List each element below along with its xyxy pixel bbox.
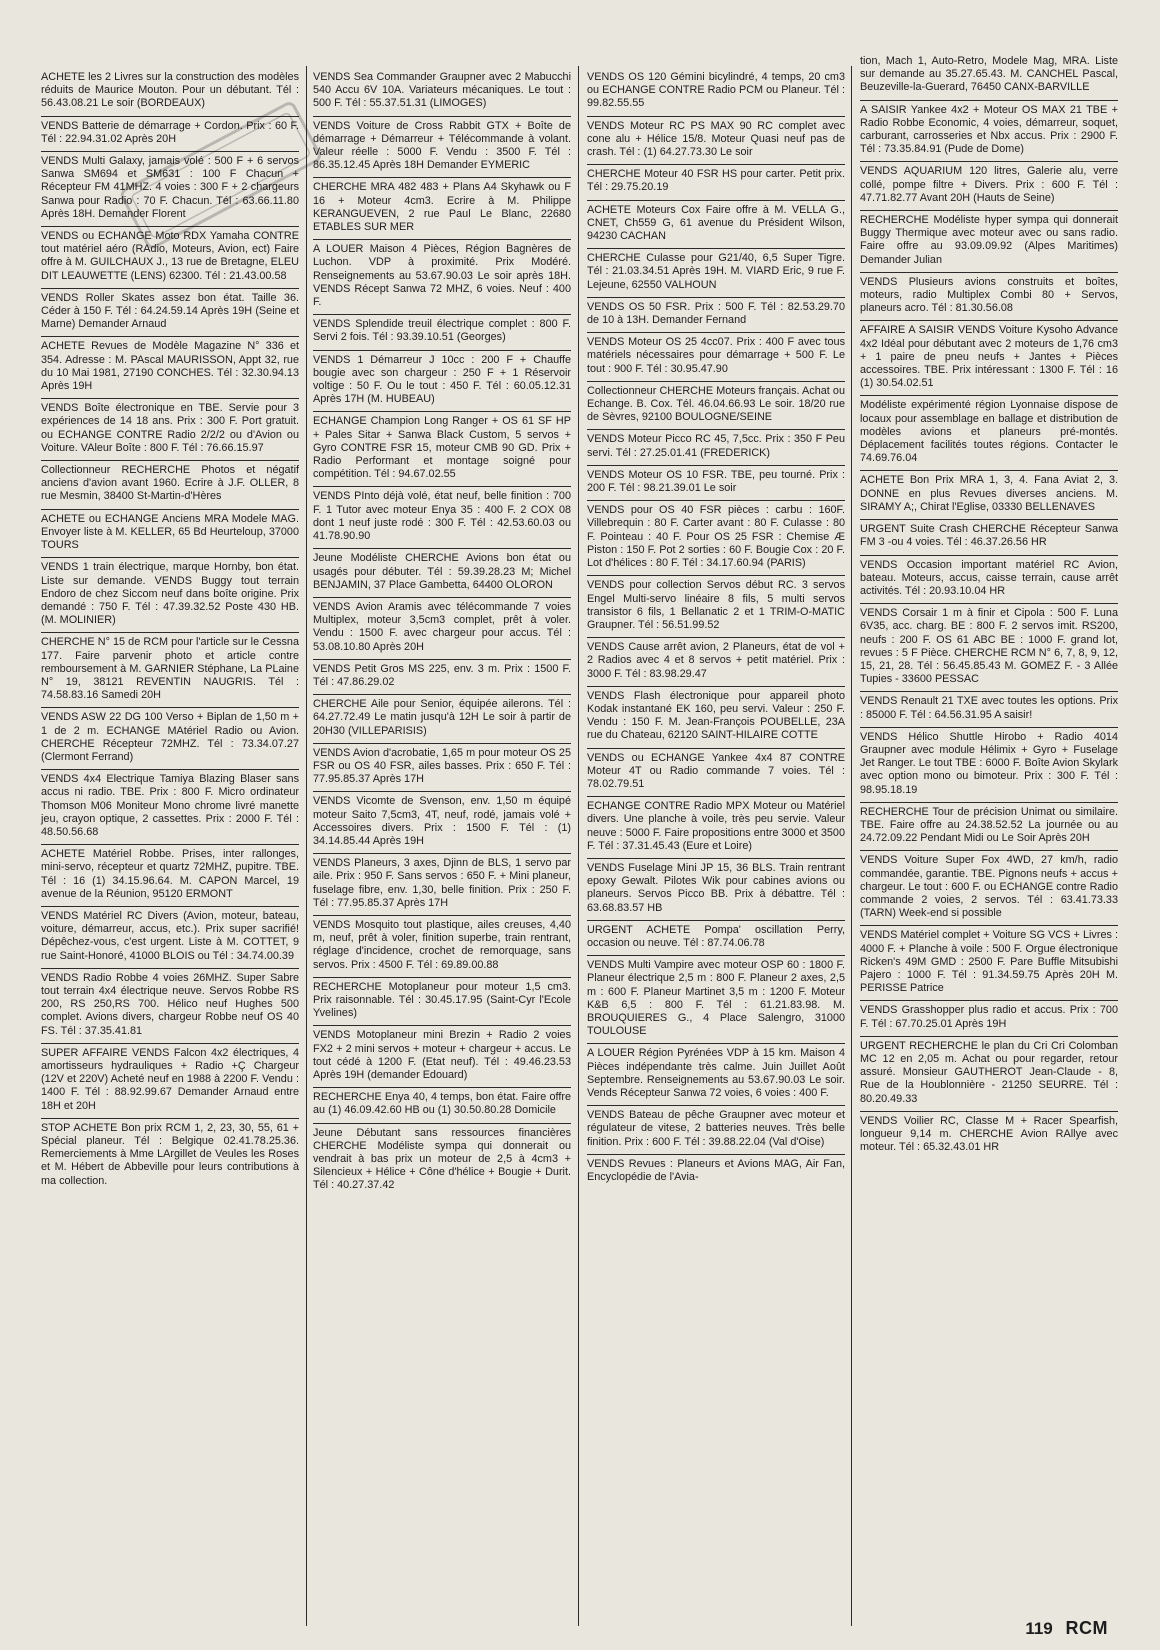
classified-ad: tion, Mach 1, Auto-Retro, Modele Mag, MRA. Liste sur demande au 35.27.65.43. M. CANCHEL Pascal, Beuzeville-la-Guerard, 76450 CANX-BARVILLE — [860, 52, 1118, 101]
classified-ad: VENDS Plusieurs avions construits et boîtes, moteurs, radio Multiplex Combi 80 + Servos, planeurs acro. Tél : 81.30.56.08 — [860, 273, 1118, 322]
classified-ad: VENDS Corsair 1 m à finir et Cipola : 500 F. Luna 6V35, acc. charg. BE : 800 F. 2 servos imit. RS200, neufs : 200 F. OS 61 ABC BE : 1000 F. grand lot, revues : 5 F Pièce. CHERCHE RCM N° 6, 7, 8, 9, 12, 15, 21, 28. Tél : 56.45.85.43 M. GOMEZ F. - 3 Allée Tupies - 33600 PESSAC — [860, 604, 1118, 692]
classified-ad: RECHERCHE Enya 40, 4 temps, bon état. Faire offre au (1) 46.09.42.60 HB ou (1) 30.50.80.28 Domicile — [313, 1088, 571, 1123]
classified-ad: VENDS 1 train électrique, marque Hornby, bon état. Liste sur demande. VENDS Buggy tout terrain Endoro de chez Siccom neuf dans boîte origine. Prix demandé : 750 F. Tél : 47.39.32.52 Poste 430 HB. (M. MOLINIER) — [41, 558, 299, 633]
classified-ad: VENDS Voiture Super Fox 4WD, 27 km/h, radio commandée, garantie. TBE. Pignons neufs + accus + chargeur. Le tout : 600 F. ou ECHANGE contre Radio commande 2 voies, 2 servos. Tél : 63.41.73.33 (TARN) Week-end si possible — [860, 851, 1118, 926]
classified-ad: ACHETE Moteurs Cox Faire offre à M. VELLA G., CNET, Ch559 G, 61 avenue du Président Wilson, 94230 CACHAN — [587, 201, 845, 250]
classified-ad: VENDS ou ECHANGE Yankee 4x4 87 CONTRE Moteur 4T ou Radio commande 7 voies. Tél : 78.02.79.51 — [587, 749, 845, 798]
classified-ad: ACHETE Bon Prix MRA 1, 3, 4. Fana Aviat 2, 3. DONNE en plus Revues diverses anciens. M. SIRAMY A;, Chirat l'Eglise, 03330 BELLENAVES — [860, 471, 1118, 520]
classified-ad: CHERCHE MRA 482 483 + Plans A4 Skyhawk ou F 16 + Moteur 4cm3. Ecrire à M. Philippe KERANGUEVEN, 2 rue Paul Le Blanc, 22680 ETABLES SUR MER — [313, 178, 571, 240]
column-divider — [578, 66, 579, 1626]
classified-ad: ACHETE Revues de Modèle Magazine N° 336 et 354. Adresse : M. PAscal MAURISSON, Appt 32, rue du 10 Mai 1981, 27190 CONCHES. Tél : 32.30.94.13 Après 19H — [41, 337, 299, 399]
classified-ad: VENDS Revues : Planeurs et Avions MAG, Air Fan, Encyclopédie de l'Avia- — [587, 1157, 845, 1184]
classified-ad: VENDS OS 50 FSR. Prix : 500 F. Tél : 82.53.29.70 de 10 à 13H. Demander Fernand — [587, 298, 845, 333]
classified-ad: URGENT Suite Crash CHERCHE Récepteur Sanwa FM 3 -ou 4 voies. Tél : 46.37.26.56 HR — [860, 520, 1118, 555]
ads-column-3 — [587, 68, 845, 1189]
classified-ad: URGENT RECHERCHE le plan du Cri Cri Colomban MC 12 en 2,05 m. Achat ou pour regarder, retour assuré. Monsieur GAUTHEROT Jean-Claude - 8, Rue de la Houblonnière - 21250 SEURRE. Tél : 80.20.49.33 — [860, 1037, 1118, 1112]
classified-ad: VENDS ou ECHANGE Moto RDX Yamaha CONTRE tout matériel aéro (RAdio, Moteurs, Avion, ect) Faire offre à M. GUILCHAUX J., 13 rue de Bretagne, ELEU DIT LEAUWETTE (LENS) 62300. Tél : 21.43.00.58 — [41, 227, 299, 289]
classified-ad: AFFAIRE A SAISIR VENDS Voiture Kysoho Advance 4x2 Idéal pour débutant avec 2 moteurs de 1,76 cm3 + 1 paire de pneu neufs + Jantes + Pièces accessoires. TBE. Prix intéressant : 1300 F. Tél : 16 (1) 30.54.02.51 — [860, 321, 1118, 396]
ads-column-2 — [313, 68, 571, 1198]
classified-ad: VENDS Moteur RC PS MAX 90 RC complet avec cone alu + Hélice 15/8. Moteur Quasi neuf pas de crash. Tél : (1) 64.27.73.30 Le soir — [587, 117, 845, 166]
classified-ad: VENDS Multi Galaxy, jamais volé : 500 F + 6 servos Sanwa SM694 et SM631 : 100 F Chacun + Récepteur FM 41MHZ. 4 voies : 300 F + 2 chargeurs Sanwa pour Radio : 70 F. Chacun. Tél : 63.66.11.80 Après 18H. Demander Florent — [41, 152, 299, 227]
classified-ad: URGENT ACHETE Pompa' oscillation Perry, occasion ou neuve. Tél : 87.74.06.78 — [587, 921, 845, 956]
classified-ad: VENDS Roller Skates assez bon état. Taille 36. Céder à 150 F. Tél : 64.24.59.14 Après 19H (Seine et Marne) Demander Arnaud — [41, 289, 299, 338]
magazine-name: RCM — [1065, 1618, 1108, 1638]
classified-ad: VENDS Splendide treuil électrique complet : 800 F. Servi 2 fois. Tél : 93.39.10.51 (Georges) — [313, 315, 571, 350]
classified-ad: Collectionneur CHERCHE Moteurs français. Achat ou Echange. B. Cox. Tél. 46.04.66.93 Le soir. 18/20 rue de Sèvres, 92100 BOULOGNE/SEINE — [587, 382, 845, 431]
classified-ad: VENDS Avion d'acrobatie, 1,65 m pour moteur OS 25 FSR ou OS 40 FSR, ailes basses. Prix : 650 F. Tél : 77.95.85.37 Après 17H — [313, 744, 571, 793]
classified-ad: VENDS Petit Gros MS 225, env. 3 m. Prix : 1500 F. Tél : 47.86.29.02 — [313, 660, 571, 695]
classified-ad: VENDS Matériel complet + Voiture SG VCS + Livres : 4000 F. + Planche à voile : 500 F. Orgue électronique Ricken's 49M GMD : 2500 F. Pare Buffle Mitsubishi Pajero : 1000 F. Tél : 91.34.59.75 Après 20H M. PERISSE Patrice — [860, 926, 1118, 1001]
classified-ad: VENDS Moteur OS 25 4cc07. Prix : 400 F avec tous matériels nécessaires pour démarrage + 500 F. Le tout : 900 F. Tél : 30.95.47.90 — [587, 333, 845, 382]
classified-ad: VENDS AQUARIUM 120 litres, Galerie alu, verre collé, pompe filtre + Divers. Prix : 600 F. Tél : 47.71.82.77 Avant 20H (Hauts de Seine) — [860, 162, 1118, 211]
classified-ad: RECHERCHE Modéliste hyper sympa qui donnerait Buggy Thermique avec moteur avec ou sans radio. Faire offre au 93.09.09.92 (Alpes Maritimes) Demander Julian — [860, 211, 1118, 273]
classified-ad: VENDS OS 120 Gémini bicylindré, 4 temps, 20 cm3 ou ECHANGE CONTRE Radio PCM ou Planeur. Tél : 99.82.55.55 — [587, 68, 845, 117]
classified-ad: Jeune Débutant sans ressources financières CHERCHE Modéliste sympa qui donnerait ou vendrait à bas prix un moteur de 2,5 à 4cm3 + Silencieux + Hélice + Cône d'hélice + Bougie + Durit. Tél : 40.27.37.42 — [313, 1126, 571, 1192]
classified-ad: ECHANGE CONTRE Radio MPX Moteur ou Matériel divers. Une planche à voile, très peu servie. Valeur neuve : 5000 F. Faire propositions entre 3000 et 3500 F. Tél : 37.31.45.43 (Eure et Loire) — [587, 797, 845, 859]
ads-column-4 — [860, 52, 1118, 1159]
classified-ad: VENDS Hélico Shuttle Hirobo + Radio 4014 Graupner avec module Hélimix + Gyro + Fuselage Jet Ranger. Le tout TBE : 6000 F. Boîte Avion Skylark avec option mono ou bimoteur. Prix : 300 F. Tél : 98.95.18.19 — [860, 728, 1118, 803]
classified-ad: VENDS Bateau de pêche Graupner avec moteur et régulateur de vitese, 2 batteries neuves. Très belle finition. Prix : 600 F. Tél : 39.88.22.04 (Val d'Oise) — [587, 1106, 845, 1155]
classified-ad: VENDS ASW 22 DG 100 Verso + Biplan de 1,50 m + 1 de 2 m. ECHANGE MAtériel Radio ou Avion. CHERCHE Récepteur 72MHZ. Tél : 73.34.07.27 (Clermont Ferrand) — [41, 708, 299, 770]
classified-ad: VENDS Matériel RC Divers (Avion, moteur, bateau, voiture, démarreur, accus, etc.). Prix super sacrifié! Dépêchez-vous, c'est urgent. Liste à M. COTTET, 9 rue Saint-Honoré, 41000 BLOIS ou Tél : 34.74.00.39 — [41, 907, 299, 969]
classified-ad: VENDS PInto déjà volé, état neuf, belle finition : 700 F. 1 Tutor avec moteur Enya 35 : 400 F. 2 COX 08 dont 1 neuf juste rodé : 300 F. Tél : 42.53.60.03 ou 41.78.90.90 — [313, 487, 571, 549]
classified-ad: ACHETE Matériel Robbe. Prises, inter rallonges, mini-servo, récepteur et quartz 72MHZ, pupitre. TBE. Tél : 16 (1) 34.15.96.64. M. CAPON Marcel, 19 avenue de la Réunion, 95120 ERMONT — [41, 845, 299, 907]
classified-ad: VENDS Voiture de Cross Rabbit GTX + Boîte de démarrage + Démarreur + Télécommande à volant. Valeur réelle : 5000 F. Vendu : 3500 F. Tél : 86.35.12.45 Après 18H Demander EYMERIC — [313, 117, 571, 179]
classified-ad: VENDS Mosquito tout plastique, ailes creuses, 4,40 m, neuf, prêt à voler, finition superbe, train rentrant, réglage d'incidence, crochet de remorquage, sans servos. Prix : 4500 F. Tél : 69.89.00.88 — [313, 916, 571, 978]
classified-ad: VENDS Grasshopper plus radio et accus. Prix : 700 F. Tél : 67.70.25.01 Après 19H — [860, 1001, 1118, 1036]
classified-ad: VENDS Sea Commander Graupner avec 2 Mabucchi 540 Accu 6V 10A. Variateurs mécaniques. Le tout : 500 F. Tél : 55.37.51.31 (LIMOGES) — [313, 68, 571, 117]
column-divider — [306, 66, 307, 1626]
classified-ad: VENDS Vicomte de Svenson, env. 1,50 m équipé moteur Saito 7,5cm3, 4T, neuf, rodé, jamais volé + Accessoires divers. Prix : 1500 F. Tél : (1) 34.14.85.44 Après 19H — [313, 792, 571, 854]
classified-ad: VENDS Flash électronique pour appareil photo Kodak instantané EK 160, peu servi. Valeur : 250 F. Vendu : 150 F. M. Jean-François POUBELLE, 23A rue du Chateau, 62120 SAINT-HILAIRE COTTE — [587, 687, 845, 749]
classified-ad: VENDS Fuselage Mini JP 15, 36 BLS. Train rentrant epoxy Gewalt. Pilotes Wik pour cabines avions ou planeurs. Servos Picco BB. Prix à débattre. Tél : 63.68.83.57 HB — [587, 859, 845, 921]
column-divider — [851, 66, 852, 1626]
page-folio — [1025, 1618, 1108, 1639]
classified-ad: VENDS Cause arrêt avion, 2 Planeurs, état de vol + 2 Radios avec 4 et 8 servos + petit matériel. Prix : 3000 F. Tél : 83.98.29.47 — [587, 638, 845, 687]
classified-ad: A SAISIR Yankee 4x2 + Moteur OS MAX 21 TBE + Radio Robbe Economic, 4 voies, démarreur, soquet, carburant, carrosseries et Nbx accus. Prix : 2900 F. Tél : 73.35.84.91 (Pude de Dome) — [860, 101, 1118, 163]
classified-ad: ACHETE ou ECHANGE Anciens MRA Modele MAG. Envoyer liste à M. KELLER, 65 Bd Heurteloup, 37000 TOURS — [41, 510, 299, 559]
classified-ad: VENDS 4x4 Electrique Tamiya Blazing Blaser sans accus ni radio. TBE. Prix : 800 F. Micro ordinateur Thomson M06 Moniteur Mono chrome livré manette jeu, crayon optique, 2 cassettes. Prix : 2000 F. Tél : 48.50.56.68 — [41, 770, 299, 845]
classified-ad: SUPER AFFAIRE VENDS Falcon 4x2 électriques, 4 amortisseurs hydrauliques + Radio +Ç Chargeur (12V et 220V) Acheté neuf en 1988 à 2200 F. Vendu : 1400 F. Tél : 88.92.99.67 Demander Arnaud entre 18H et 20H — [41, 1044, 299, 1119]
classified-ad: ACHETE les 2 Livres sur la construction des modèles réduits de Maurice Mouton. Pour un débutant. Tél : 56.43.08.21 Le soir (BORDEAUX) — [41, 68, 299, 117]
classified-ad: Modéliste expérimenté région Lyonnaise dispose de locaux pour assemblage en ballage et distribution de modèles avions et planeurs pré-montés. Déplacement facilités toutes régions. Contacter le 74.69.76.04 — [860, 396, 1118, 471]
classified-ad: STOP ACHETE Bon prix RCM 1, 2, 23, 30, 55, 61 + Spécial planeur. Tél : Belgique 02.41.78.25.36. Remerciements à Mme LArgillet de Veules les Roses et M. Hébert de Abbeville pour leurs contributions à ma collection. — [41, 1121, 299, 1187]
classified-ad: CHERCHE N° 15 de RCM pour l'article sur le Cessna 177. Faire parvenir photo et article contre remboursement à M. GARNIER Stéphane, La PLaine N° 19, 38121 REVENTIN NAUGRIS. Tél : 74.58.83.16 Samedi 20H — [41, 633, 299, 708]
classified-ad: A LOUER Maison 4 Pièces, Région Bagnères de Luchon. VDP à proximité. Prix Modéré. Renseignements au 53.67.90.03 Le soir après 18H. VENDS Récept Sanwa 72 MHZ, 6 voies. Neuf : 400 F. — [313, 240, 571, 315]
classified-ad: VENDS Motoplaneur mini Brezin + Radio 2 voies FX2 + 2 mini servos + moteur + chargeur + accus. Le tout cédé à 1200 F. (Etat neuf). Tél : 49.46.23.53 Après 19H (demander Edouard) — [313, 1026, 571, 1088]
classified-ad: VENDS Moteur OS 10 FSR. TBE, peu tourné. Prix : 200 F. Tél : 98.21.39.01 Le soir — [587, 466, 845, 501]
classified-ad: VENDS Avion Aramis avec télécommande 7 voies Multiplex, moteur 3,5cm3 complet, prêt à voler. Vendu : 1500 F. avec chargeur pour accus. Tél : 53.08.10.80 Après 20H — [313, 598, 571, 660]
classified-ad: CHERCHE Aile pour Senior, équipée ailerons. Tél : 64.27.72.49 Le matin jusqu'à 12H Le soir à partir de 20H30 (VILLEPARISIS) — [313, 695, 571, 744]
classified-ad: VENDS Boîte électronique en TBE. Servie pour 3 expériences de 14 18 ans. Prix : 300 F. Port gratuit. ou ECHANGE CONTRE Radio 2/2/2 ou d'Avion ou Voiture. VAleur Boîte : 800 F. Tél : 76.66.15.97 — [41, 399, 299, 461]
classified-ad: VENDS 1 Démarreur J 10cc : 200 F + Chauffe bougie avec son chargeur : 250 F + 1 Réservoir voltige : 50 F. Ou le tout : 450 F. Tél : 60.05.12.31 Après 17H (M. HUBEAU) — [313, 351, 571, 413]
classified-ad: VENDS Renault 21 TXE avec toutes les options. Prix : 85000 F. Tél : 64.56.31.95 A saisir! — [860, 692, 1118, 727]
classified-ad: VENDS pour OS 40 FSR pièces : carbu : 160F. Villebrequin : 80 F. Carter avant : 80 F. Culasse : 80 F. Pointeau : 40 F. Pour OS 25 FSR : Chemise Æ Piston : 150 F. Pot 2 sorties : 60 F. Bougie Cox : 20 F. Lot d'hélices : 80 F. Tél : 34.17.60.94 (PARIS) — [587, 501, 845, 576]
classified-ad: RECHERCHE Motoplaneur pour moteur 1,5 cm3. Prix raisonnable. Tél : 30.45.17.95 (Saint-Cyr l'Ecole Yvelines) — [313, 978, 571, 1027]
classified-ad: ECHANGE Champion Long Ranger + OS 61 SF HP + Pales Sitar + Sanwa Black Custom, 5 servos + Gyro CONTRE FSR 15, moteur CMB 90 GD. Prix + Radio Performant et montage soigné pour compétition. Tél : 94.67.02.55 — [313, 412, 571, 487]
classified-ad: VENDS Planeurs, 3 axes, Djinn de BLS, 1 servo par aile. Prix : 950 F. Sans servos : 650 F. + Mini planeur, fuselage fibre, env. 1,30, belle finition. Prix : 250 F. Tél : 77.95.85.37 Après 17H — [313, 854, 571, 916]
classified-ad: CHERCHE Culasse pour G21/40, 6,5 Super Tigre. Tél : 21.03.34.51 Après 19H. M. VIARD Eric, 9 rue F. Lejeune, 62550 VALHOUN — [587, 249, 845, 298]
classified-ad: VENDS pour collection Servos début RC. 3 servos Engel Multi-servo linéaire 8 fils, 5 multi servos transistor 6 fils, 1 Bellanatic 2 et 1 TRIM-O-MATIC Graupner. Tél : 56.51.99.52 — [587, 576, 845, 638]
classified-ad: A LOUER Région Pyrénées VDP à 15 km. Maison 4 Pièces indépendante très calme. Juin Juillet Août Septembre. Renseignements au 53.67.90.03 Le soir. Vends Récepteur Sanwa 72 voies, 6 voies : 400 F. — [587, 1044, 845, 1106]
classified-ad: RECHERCHE Tour de précision Unimat ou similaire. TBE. Faire offre au 24.38.52.52 La journée ou au 24.72.09.22 Pendant Midi ou Le Soir Après 20H — [860, 803, 1118, 852]
classified-ad: VENDS Voilier RC, Classe M + Racer Spearfish, longueur 9,14 m. CHERCHE Avion RAllye avec moteur. Tél : 65.32.43.01 HR — [860, 1114, 1118, 1154]
classified-ad: VENDS Multi Vampire avec moteur OSP 60 : 1800 F. Planeur électrique 2,5 m : 800 F. Planeur 2 axes, 2,5 m : 600 F. Planeur Martinet 3,5 m : 1200 F. Moteur K&B 6,5 : 800 F. Tél : 61.21.83.98. M. BROUQUIERES G., 4 Place Salengro, 31000 TOULOUSE — [587, 956, 845, 1044]
classified-ad: VENDS Batterie de démarrage + Cordon. Prix : 60 F. Tél : 22.94.31.02 Après 20H — [41, 117, 299, 152]
classified-ad: VENDS Moteur Picco RC 45, 7,5cc. Prix : 350 F Peu servi. Tél : 27.25.01.41 (FREDERICK) — [587, 430, 845, 465]
classified-ad: VENDS Occasion important matériel RC Avion, bateau. Moteurs, accus, caisse terrain, cause arrêt activités. Tél : 20.93.10.04 HR — [860, 556, 1118, 605]
classified-ad: Jeune Modéliste CHERCHE Avions bon état ou usagés pour débuter. Tél : 59.39.28.23 M; Michel BENJAMIN, 37 Place Gambetta, 64400 OLORON — [313, 549, 571, 598]
page-number: 119 — [1025, 1619, 1053, 1638]
classified-ad: VENDS Radio Robbe 4 voies 26MHZ. Super Sabre tout terrain 4x4 électrique neuve. Servos Robbe RS 200, RS 250,RS 700. Hélico neuf Hughes 500 complet. Avions divers, chargeur Robbe neuf OS 40 FS. Tél : 37.35.41.81 — [41, 969, 299, 1044]
classified-ad: CHERCHE Moteur 40 FSR HS pour carter. Petit prix. Tél : 29.75.20.19 — [587, 165, 845, 200]
classified-ad: Collectionneur RECHERCHE Photos et négatif anciens d'avion avant 1960. Ecrire à J.F. OLLER, 8 rue Mesmin, 38400 St-Martin-d'Hères — [41, 461, 299, 510]
